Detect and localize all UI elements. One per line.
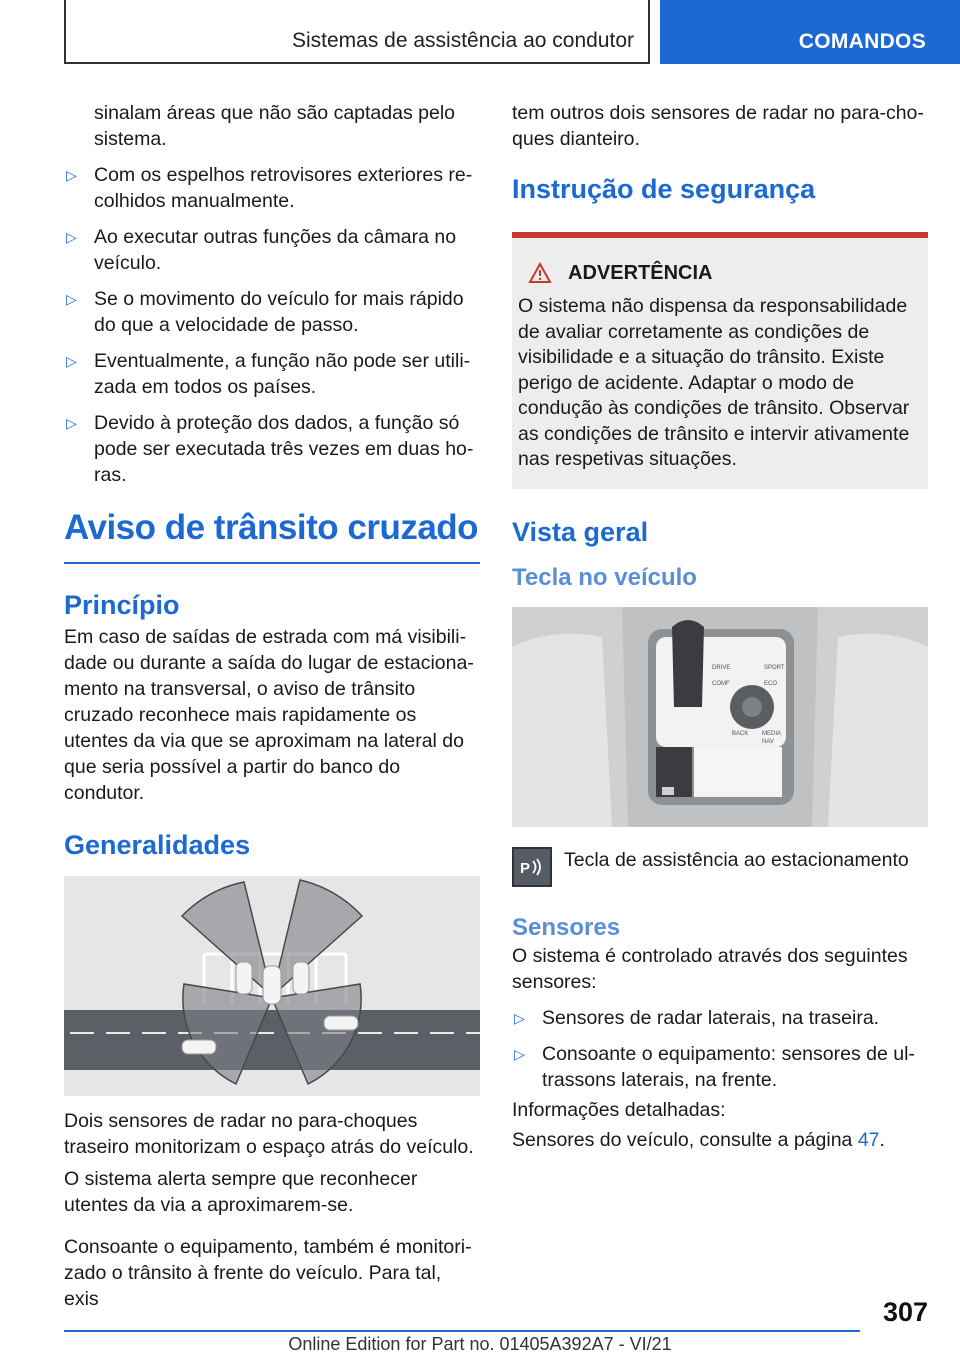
- continued-text: tem outros dois sensores de radar no para-choques dianteiro.: [512, 102, 924, 150]
- key-label: Tecla de assistência ao estacionamento: [564, 848, 909, 871]
- heading-vista-geral: Vista geral: [512, 516, 649, 547]
- heading-rule: [64, 562, 480, 564]
- left-column: [64, 100, 480, 1312]
- header-section-tab[interactable]: [660, 0, 960, 64]
- list-item: ▷ Se o movimento do veículo for mais rápido do que a velocidade de passo.: [66, 288, 464, 336]
- list-item: ▷ Devido à proteção dos dados, a função só pode ser executada três vezes em duas horas.: [66, 412, 474, 486]
- bullet-triangle-icon: ▷: [66, 291, 77, 307]
- header-title-box: [64, 0, 650, 64]
- list-item: ▷ Sensores de radar laterais, na traseira.: [514, 1006, 880, 1029]
- edition-footer: Online Edition for Part no. 01405A392A7 - VI/21: [288, 1334, 672, 1354]
- warning-box: [512, 232, 928, 489]
- footer-rule: [64, 1330, 860, 1332]
- conditions-list: [64, 162, 480, 488]
- bullet-triangle-icon: ▷: [66, 167, 77, 183]
- intro-text: sinalam áreas que não são captadas pelo sistema.: [94, 102, 455, 150]
- console-illustration: [512, 607, 928, 827]
- warning-text: O sistema não dispensa da responsabilidade de avaliar corretamente as condições de visibilidade e a situação do trânsito. Existe perigo de acidente. Adaptar o modo de condução às condições de trânsito. Observar as condições de trânsito e intervir ativamente nas respetivas situações.: [518, 295, 910, 470]
- parking-assist-icon: [512, 847, 552, 887]
- principio-text: Em caso de saídas de estrada com má visibilidade ou durante a saída do lugar de estacionamento na transversal, o aviso de trânsito cruzado reconhece mais rapidamente os utentes da via que se aproximam na lateral do que seria possível a partir do banco do condutor.: [64, 626, 474, 804]
- console-label-back: BACK: [732, 730, 749, 737]
- key-legend: [512, 847, 928, 887]
- console-label-sport: SPORT: [764, 664, 785, 671]
- console-label-comf: COMF: [712, 680, 730, 687]
- alert-text: O sistema alerta sempre que reconhecer utentes da via a aproximarem-se.: [64, 1168, 418, 1216]
- heading-principio: Princípio: [64, 590, 180, 620]
- list-item: ▷ Consoante o equipamento: sensores de ultrassons laterais, na frente.: [514, 1042, 915, 1091]
- sensores-intro: O sistema é controlado através dos seguintes sensores:: [512, 944, 908, 993]
- cross-traffic-diagram: [64, 876, 480, 1096]
- console-label-media: MEDIA: [762, 730, 782, 737]
- cross-traffic-illustration: [64, 876, 480, 1096]
- center-console-photo: [512, 607, 928, 827]
- bullet-triangle-icon: ▷: [66, 415, 77, 431]
- console-label-eco: ECO: [764, 680, 778, 687]
- bullet-triangle-icon: ▷: [514, 1009, 525, 1026]
- heading-sensores: Sensores: [512, 913, 621, 941]
- page-link[interactable]: 47: [857, 1128, 880, 1151]
- bullet-triangle-icon: ▷: [66, 229, 77, 245]
- console-label-nav: NAV: [762, 738, 774, 745]
- right-column: [512, 100, 928, 1153]
- list-item: ▷ Eventualmente, a função não pode ser utilizada em todos os países.: [66, 350, 471, 398]
- svg-text:P: P: [520, 859, 531, 877]
- list-item: ▷ Ao executar outras funções da câmara no veículo.: [66, 226, 457, 274]
- page-number: 307: [882, 1297, 928, 1327]
- heading-instrucao: Instrução de segurança: [512, 174, 816, 204]
- chapter-title: Sistemas de assistência ao condutor: [291, 29, 634, 52]
- heading-tecla: Tecla no veículo: [512, 563, 697, 591]
- section-label: COMANDOS: [798, 30, 926, 53]
- list-item: ▷ Com os espelhos retrovisores exteriores recolhidos manualmente.: [66, 164, 473, 212]
- radar-text: Dois sensores de radar no para-choques traseiro monitorizam o espaço atrás do veículo.: [64, 1110, 474, 1158]
- heading-generalidades: Generalidades: [64, 830, 251, 860]
- warning-header: [518, 260, 922, 286]
- warning-title: ADVERTÊNCIA: [568, 262, 713, 284]
- sensor-list: [512, 1005, 928, 1093]
- warning-triangle-icon: [528, 262, 552, 284]
- info-label: Informações detalhadas:: [512, 1098, 726, 1121]
- console-label-drive: DRIVE: [712, 664, 731, 671]
- bullet-triangle-icon: ▷: [514, 1045, 525, 1062]
- page-reference: Sensores do veículo, consulte a página 47.: [512, 1128, 885, 1151]
- front-monitoring-text: Consoante o equipamento, também é monitorizado o trânsito à frente do veículo. Para tal, exis: [64, 1236, 472, 1310]
- chapter-heading: Aviso de trânsito cruzado: [64, 508, 479, 547]
- bullet-triangle-icon: ▷: [66, 353, 77, 369]
